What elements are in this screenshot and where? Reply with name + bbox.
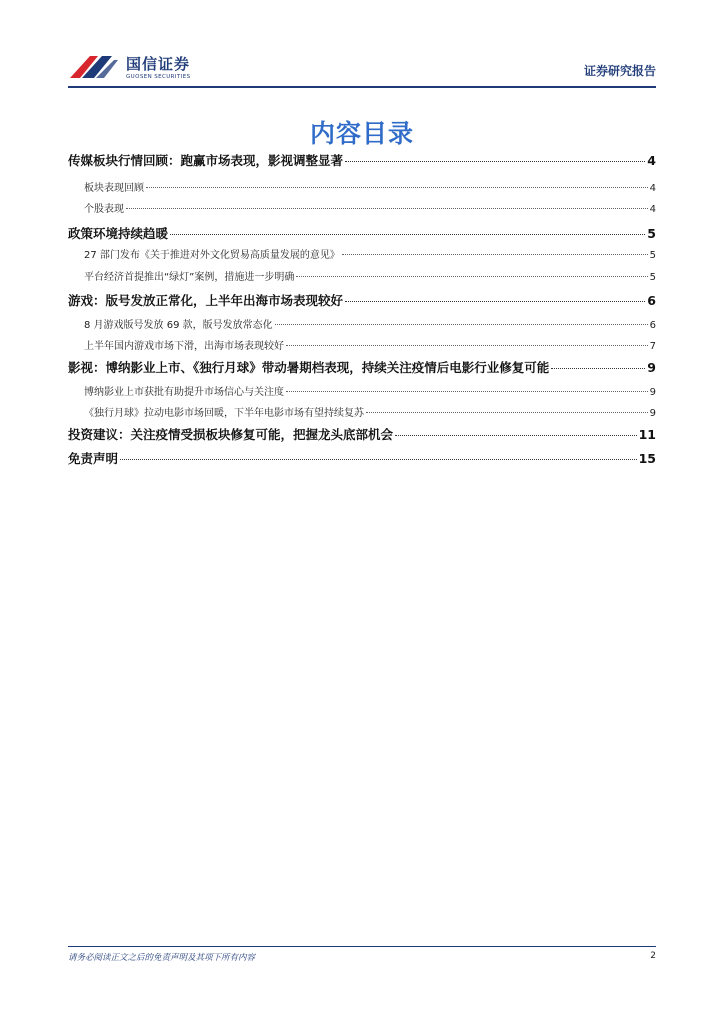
toc-entry-page: 5 xyxy=(649,250,656,261)
toc-leader-dots xyxy=(345,161,645,162)
toc-entry-page: 15 xyxy=(638,451,656,466)
disclaimer-note: 请务必阅读正文之后的免责声明及其项下所有内容 xyxy=(68,953,256,963)
toc-leader-dots xyxy=(345,301,645,302)
toc-entry-title: 板块表现回顾 xyxy=(84,183,144,194)
toc-leader-dots xyxy=(395,435,637,436)
toc-entry[interactable] xyxy=(68,151,656,169)
toc-entry-page: 9 xyxy=(647,360,656,375)
toc-entry-page: 11 xyxy=(638,427,656,442)
toc-entry[interactable] xyxy=(68,291,656,309)
header-divider xyxy=(68,86,656,88)
toc-entry-title: 8 月游戏版号发放 69 款，版号发放常态化 xyxy=(84,320,273,331)
toc-leader-dots xyxy=(551,368,645,369)
toc-leader-dots xyxy=(342,254,648,255)
toc-entry-page: 6 xyxy=(649,320,656,331)
toc-leader-dots xyxy=(170,234,645,235)
toc-entry-title: 传媒板块行情回顾：跑赢市场表现，影视调整显著 xyxy=(68,153,344,168)
toc-leader-dots xyxy=(146,187,648,188)
toc-title: 内容目录 xyxy=(309,119,414,148)
toc-entry-page: 9 xyxy=(649,408,656,419)
toc-entry[interactable] xyxy=(84,316,656,331)
toc-entry-title: 游戏：版号发放正常化，上半年出海市场表现较好 xyxy=(68,293,344,308)
toc-entry-page: 4 xyxy=(647,153,656,168)
toc-entry-title: 博纳影业上市获批有助提升市场信心与关注度 xyxy=(84,387,284,398)
toc-entry-title: 个股表现 xyxy=(84,204,124,215)
toc-entry[interactable] xyxy=(84,383,656,398)
logo-english-name: GUOSEN SECURITIES xyxy=(126,74,191,80)
toc-entry-title: 平台经济首提推出“绿灯”案例，措施进一步明确 xyxy=(84,272,295,283)
toc-entry-page: 6 xyxy=(647,293,656,308)
toc-entry[interactable] xyxy=(84,246,656,261)
toc-leader-dots xyxy=(366,412,648,413)
toc-entry-title: 政策环境持续趋暖 xyxy=(68,226,169,241)
toc-entry[interactable] xyxy=(84,200,656,215)
toc-leader-dots xyxy=(275,324,648,325)
toc-entry-page: 4 xyxy=(649,204,656,215)
toc-entry-page: 5 xyxy=(649,272,656,283)
toc-leader-dots xyxy=(286,345,648,346)
toc-entry-title: 上半年国内游戏市场下滑，出海市场表现较好 xyxy=(84,341,284,352)
report-type-label: 证券研究报告 xyxy=(583,64,656,78)
guosen-logo-icon xyxy=(68,52,120,82)
toc-entry-title: 27 部门发布《关于推进对外文化贸易高质量发展的意见》 xyxy=(84,250,340,261)
footer-divider xyxy=(68,946,656,947)
toc-entry-page: 7 xyxy=(649,341,656,352)
toc-entry-title: 影视：博纳影业上市、《独行月球》带动暑期档表现，持续关注疫情后电影行业修复可能 xyxy=(68,360,550,375)
toc-entry[interactable] xyxy=(68,449,656,467)
toc-entry-title: 《独行月球》拉动电影市场回暖，下半年电影市场有望持续复苏 xyxy=(84,408,364,419)
toc-entry[interactable] xyxy=(68,224,656,242)
toc-entry-page: 9 xyxy=(649,387,656,398)
toc-entry-page: 4 xyxy=(649,183,656,194)
toc-entry[interactable] xyxy=(84,179,656,194)
toc-entry[interactable] xyxy=(84,404,656,419)
page-header xyxy=(68,50,656,86)
page-number: 2 xyxy=(650,951,656,961)
toc-entry[interactable] xyxy=(84,337,656,352)
toc-entry-title: 免责声明 xyxy=(68,451,119,466)
toc-entry-page: 5 xyxy=(647,226,656,241)
logo-chinese-name: 国信证券 xyxy=(126,55,191,73)
toc-leader-dots xyxy=(126,208,648,209)
toc-entry[interactable] xyxy=(68,358,656,376)
toc-leader-dots xyxy=(286,391,648,392)
toc-entry[interactable] xyxy=(68,425,656,443)
toc-leader-dots xyxy=(296,276,647,277)
toc-leader-dots xyxy=(120,459,637,460)
guosen-logo xyxy=(68,50,208,86)
toc-entry-title: 投资建议：关注疫情受损板块修复可能，把握龙头底部机会 xyxy=(68,427,394,442)
toc-entry[interactable] xyxy=(84,268,656,283)
